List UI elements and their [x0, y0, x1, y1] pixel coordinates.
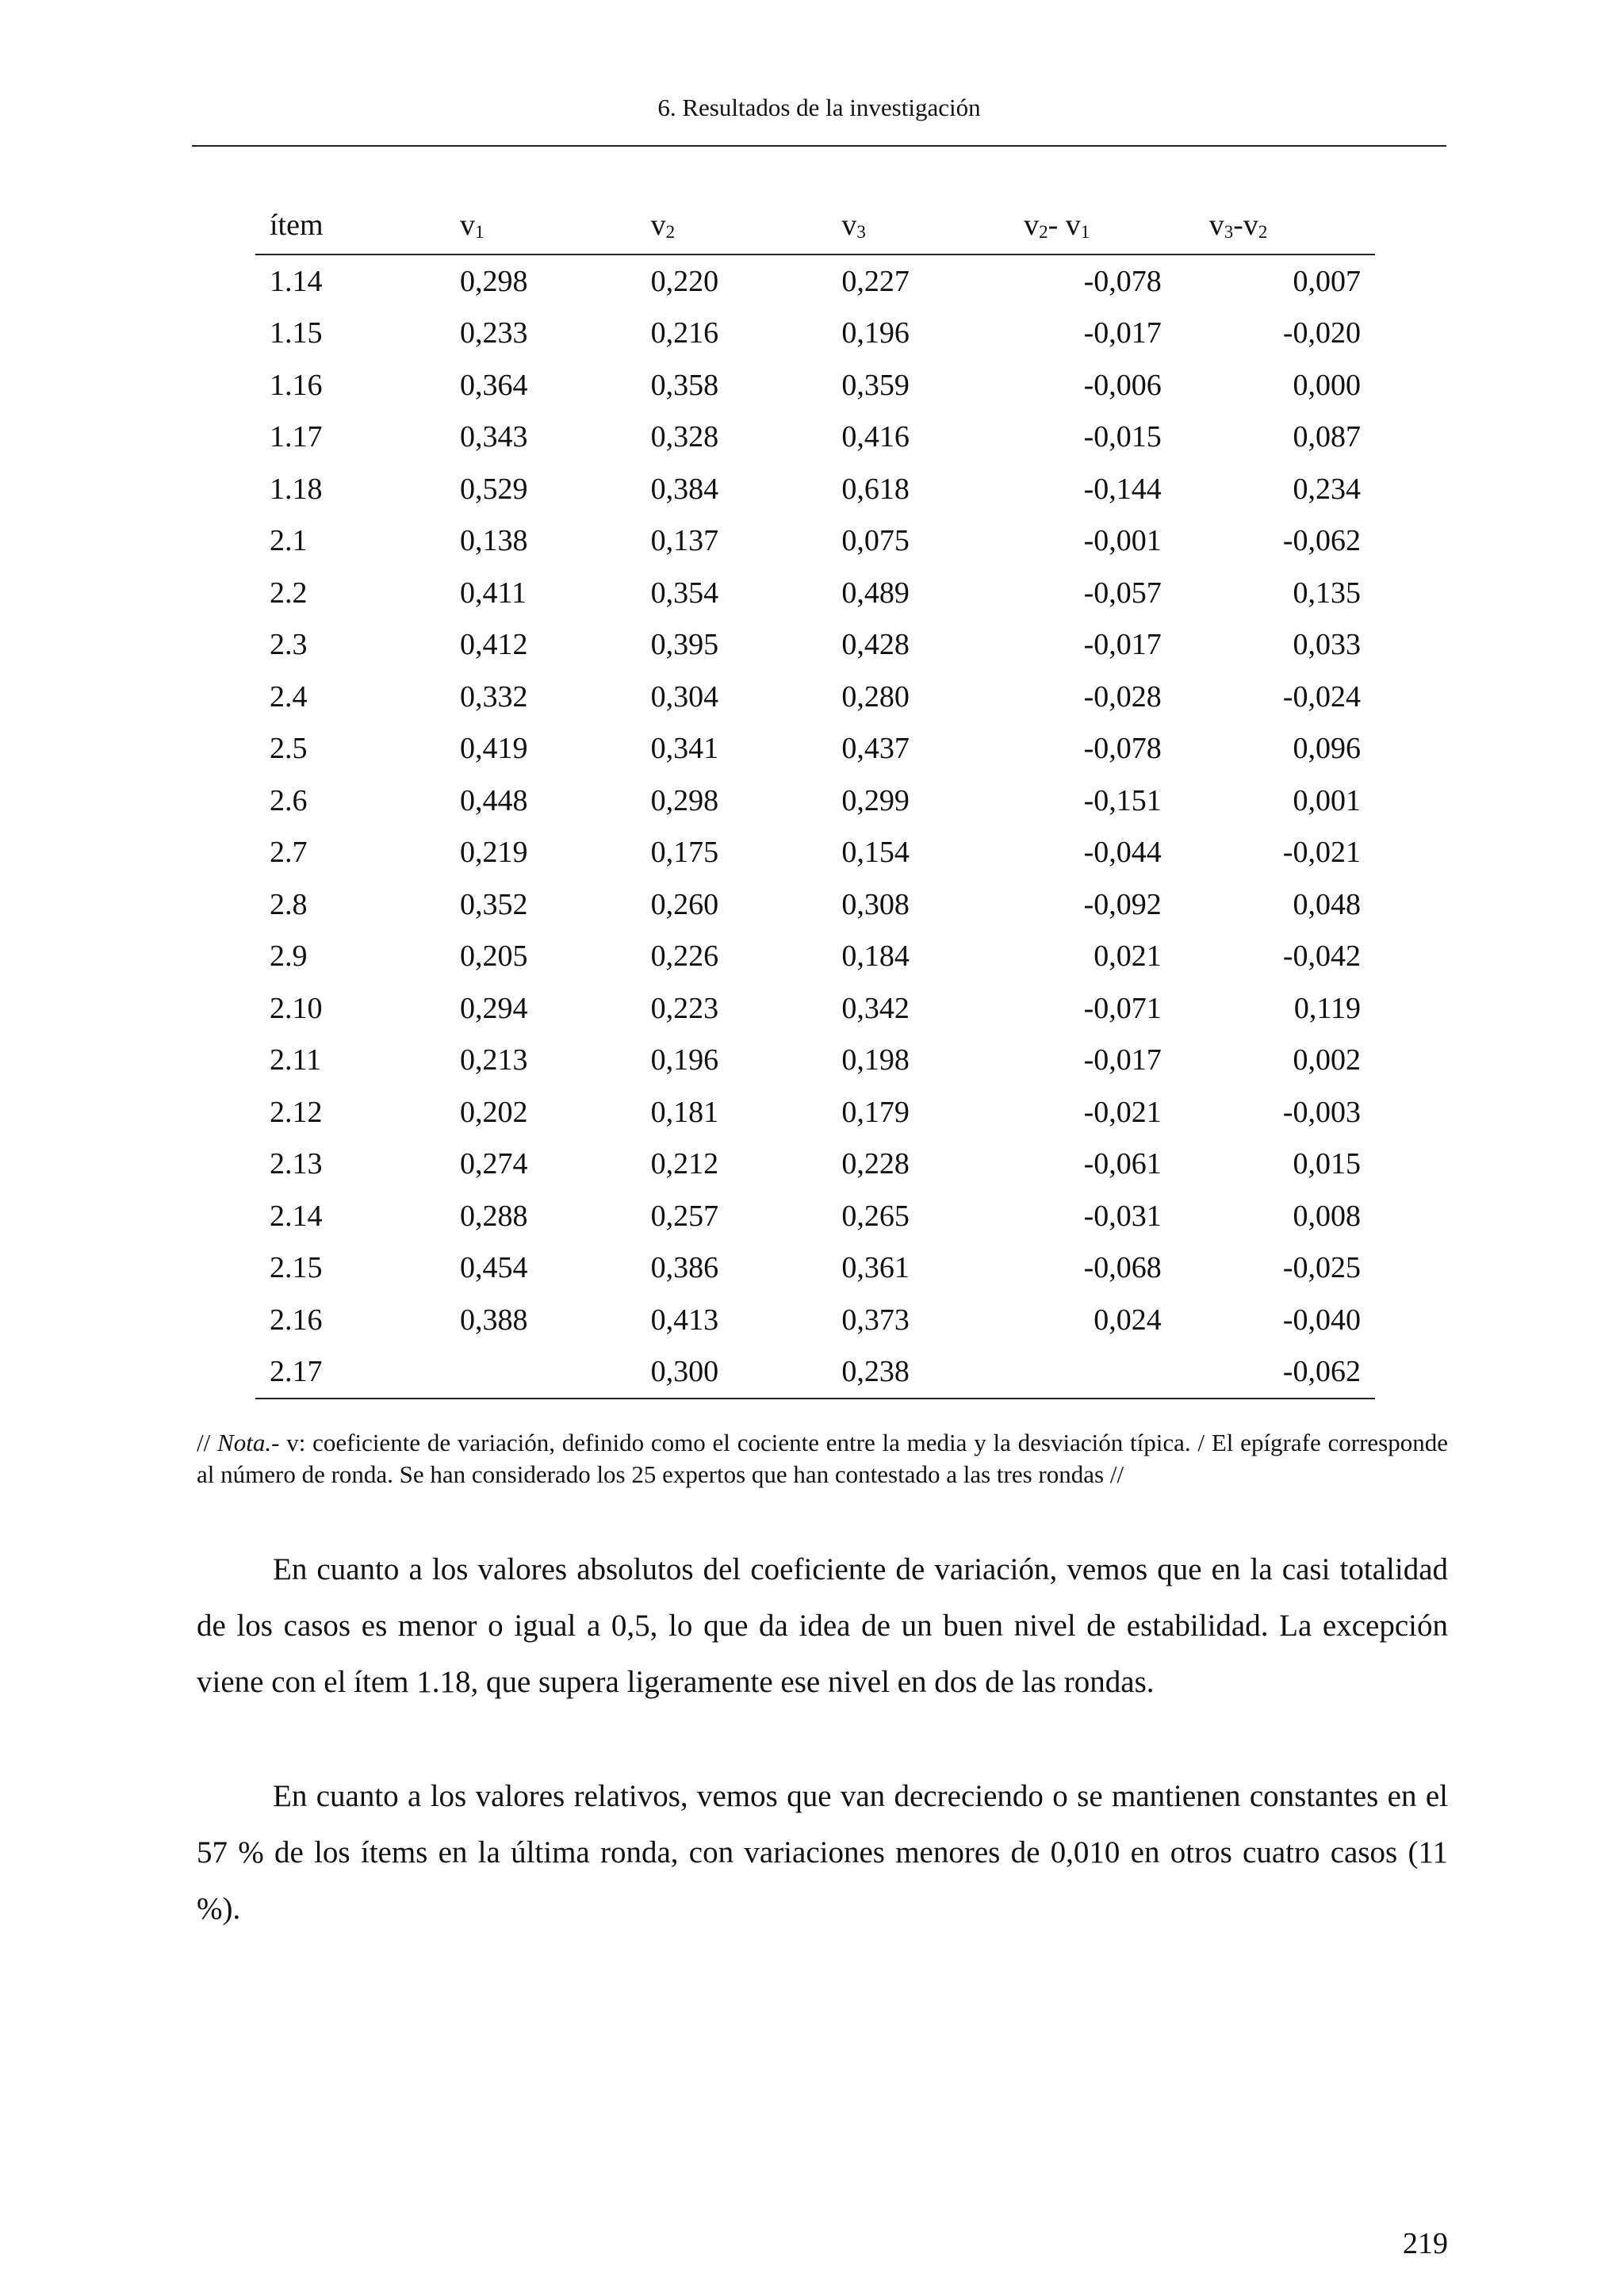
- v2-cell: 0,257: [650, 1199, 719, 1233]
- v1-cell: [444, 1346, 635, 1399]
- v3-minus-v2-cell: -0,042: [1282, 939, 1361, 974]
- v3-cell: 0,196: [841, 316, 910, 350]
- table-row: [255, 308, 1375, 360]
- v2-minus-v1-cell: -0,017: [1083, 316, 1162, 350]
- v3-minus-v2-cell: -0,062: [1282, 1355, 1361, 1389]
- table-row: [255, 359, 1375, 411]
- v3-minus-v2-cell: 0,000: [1293, 368, 1361, 402]
- item-cell: 1.18: [270, 472, 323, 506]
- item-cell: 2.4: [270, 679, 308, 714]
- table-row: [255, 254, 1375, 308]
- item-cell: 2.7: [270, 836, 308, 870]
- v3-cell: 0,359: [841, 368, 910, 402]
- v2-minus-v1-cell: -0,092: [1083, 887, 1162, 921]
- v3-minus-v2-cell: 0,087: [1293, 420, 1361, 454]
- v2-cell: 0,413: [650, 1303, 719, 1337]
- note-text: v: coeficiente de variación, definido como el cociente entre la media y la desviación típica. / El epígrafe corresponde al número de ronda. Se han considerado los 25 expertos que han contestado a las tres rondas //: [197, 1429, 1448, 1488]
- table-row: [255, 931, 1375, 983]
- item-cell: 2.3: [270, 628, 308, 662]
- v3-cell: 0,428: [841, 628, 910, 662]
- v1-cell: 0,352: [459, 887, 528, 921]
- v3-cell: 0,228: [841, 1147, 910, 1181]
- item-cell: 1.16: [270, 368, 323, 402]
- v2-cell: 0,358: [650, 368, 719, 402]
- table-row: [255, 775, 1375, 827]
- item-cell: 2.13: [270, 1147, 323, 1181]
- item-cell: 2.8: [270, 887, 308, 921]
- v2-cell: 0,300: [650, 1355, 719, 1389]
- v2-minus-v1-cell: 0,021: [1094, 939, 1162, 974]
- v3-minus-v2-cell: 0,001: [1293, 783, 1361, 817]
- v2-minus-v1-cell: -0,017: [1083, 628, 1162, 662]
- item-cell: 2.10: [270, 991, 323, 1025]
- v2-cell: 0,220: [650, 264, 719, 298]
- column-header-v2: $v_2$: [650, 209, 676, 242]
- v3-cell: 0,198: [841, 1043, 910, 1077]
- v1-cell: 0,233: [459, 316, 528, 350]
- v2-cell: 0,328: [650, 420, 719, 454]
- v3-minus-v2-cell: -0,021: [1282, 836, 1361, 870]
- v2-minus-v1-cell: -0,061: [1083, 1147, 1162, 1181]
- v3-cell: 0,265: [841, 1199, 910, 1233]
- v3-cell: 0,227: [841, 264, 910, 298]
- table-row: [255, 1086, 1375, 1138]
- item-cell: 2.5: [270, 732, 308, 766]
- v1-cell: 0,411: [459, 576, 527, 610]
- v3-cell: 0,618: [841, 472, 910, 506]
- table-row: [255, 827, 1375, 879]
- v1-cell: 0,412: [459, 628, 528, 662]
- v2-minus-v1-cell: -0,028: [1083, 679, 1162, 714]
- item-cell: 2.16: [270, 1303, 323, 1337]
- body-paragraph-1: En cuanto a los valores absolutos del coeficiente de variación, vemos que en la casi totalidad de los casos es menor o igual a 0,5, lo que da idea de un buen nivel de estabilidad. La excepción viene con el ítem 1.18, que supera ligeramente ese nivel en dos de las rondas.: [197, 1552, 1448, 1699]
- v2-minus-v1-cell: -0,015: [1083, 420, 1162, 454]
- v1-cell: 0,448: [459, 783, 528, 817]
- v2-minus-v1-cell: -0,144: [1083, 472, 1162, 506]
- v2-minus-v1-cell: 0,024: [1094, 1303, 1162, 1337]
- v2-minus-v1-cell: -0,044: [1083, 836, 1162, 870]
- v3-minus-v2-cell: 0,033: [1293, 628, 1361, 662]
- v2-cell: 0,223: [650, 991, 719, 1025]
- v2-cell: 0,395: [650, 628, 719, 662]
- v1-cell: 0,364: [459, 368, 528, 402]
- table-row: [255, 982, 1375, 1035]
- v2-minus-v1-cell: -0,078: [1083, 264, 1162, 298]
- column-header-v1: $v_1$: [459, 209, 485, 242]
- table-row: [255, 567, 1375, 619]
- v1-cell: 0,529: [459, 472, 528, 506]
- v1-cell: 0,298: [459, 264, 528, 298]
- column-header-v3: $v_3$: [841, 209, 866, 242]
- table-row: [255, 723, 1375, 775]
- v3-minus-v2-cell: -0,040: [1282, 1303, 1361, 1337]
- v2-cell: 0,212: [650, 1147, 719, 1181]
- v3-minus-v2-cell: 0,002: [1293, 1043, 1361, 1077]
- v1-cell: 0,388: [459, 1303, 528, 1337]
- table-body: [255, 254, 1375, 1399]
- v3-minus-v2-cell: 0,096: [1293, 732, 1361, 766]
- table-row: [255, 515, 1375, 568]
- v1-cell: 0,294: [459, 991, 528, 1025]
- v2-cell: 0,226: [650, 939, 719, 974]
- v3-cell: 0,489: [841, 576, 910, 610]
- v3-minus-v2-cell: -0,025: [1282, 1251, 1361, 1285]
- table-note: // Nota.- v: coeficiente de variación, definido como el cociente entre la media y la desviación típica. / El epígrafe corresponde al número de ronda. Se han considerado los 25 expertos que han contestado a las tres rondas //: [197, 1429, 1448, 1488]
- v2-minus-v1-cell: -0,071: [1083, 991, 1162, 1025]
- page-number: 219: [1403, 2227, 1448, 2260]
- v3-minus-v2-cell: 0,048: [1293, 887, 1361, 921]
- v2-minus-v1-cell: -0,078: [1083, 732, 1162, 766]
- v2-cell: 0,304: [650, 679, 719, 714]
- v1-cell: 0,288: [459, 1199, 528, 1233]
- column-header-v3-minus-v2: $v_3-v_2$: [1208, 209, 1268, 242]
- body-paragraph-2: En cuanto a los valores relativos, vemos que van decreciendo o se mantienen constantes en el 57 % de los ítems en la última ronda, con variaciones menores de 0,010 en otros cuatro casos (11 %).: [197, 1779, 1448, 1926]
- v3-minus-v2-cell: 0,234: [1293, 472, 1361, 506]
- v2-cell: 0,386: [650, 1251, 719, 1285]
- item-cell: 1.15: [270, 316, 323, 350]
- item-cell: 2.6: [270, 783, 308, 817]
- header-rule: [192, 145, 1446, 147]
- v3-minus-v2-cell: 0,008: [1293, 1199, 1361, 1233]
- v1-cell: 0,332: [459, 679, 528, 714]
- v3-minus-v2-cell: -0,020: [1282, 316, 1361, 350]
- table-row: [255, 1294, 1375, 1346]
- v2-minus-v1-cell: -0,151: [1083, 783, 1162, 817]
- item-cell: 2.17: [270, 1355, 323, 1389]
- item-cell: 1.17: [270, 420, 323, 454]
- v3-cell: 0,179: [841, 1095, 910, 1129]
- column-header-item: ítem: [270, 209, 324, 242]
- v2-cell: 0,196: [650, 1043, 719, 1077]
- v3-cell: 0,154: [841, 836, 910, 870]
- v3-cell: 0,308: [841, 887, 910, 921]
- v3-minus-v2-cell: 0,135: [1293, 576, 1361, 610]
- v1-cell: 0,213: [459, 1043, 528, 1077]
- v2-cell: 0,175: [650, 836, 719, 870]
- v2-cell: 0,181: [650, 1095, 719, 1129]
- table-header-row: [255, 197, 1375, 254]
- v3-minus-v2-cell: -0,003: [1282, 1095, 1361, 1129]
- item-cell: 2.2: [270, 576, 308, 610]
- v3-cell: 0,373: [841, 1303, 910, 1337]
- running-header: 6. Resultados de la investigación: [657, 94, 981, 121]
- v2-minus-v1-cell: -0,017: [1083, 1043, 1162, 1077]
- v3-minus-v2-cell: 0,015: [1293, 1147, 1361, 1181]
- v3-cell: 0,342: [841, 991, 910, 1025]
- column-header-v2-minus-v1: $v_2-$ $v_1$: [1024, 209, 1090, 242]
- item-cell: 1.14: [270, 264, 323, 298]
- table-row: [255, 411, 1375, 464]
- v3-cell: 0,075: [841, 524, 910, 558]
- v3-cell: 0,280: [841, 679, 910, 714]
- item-cell: 2.15: [270, 1251, 323, 1285]
- table-row: [255, 1346, 1375, 1399]
- item-cell: 2.12: [270, 1095, 323, 1129]
- table-row: [255, 1190, 1375, 1242]
- v3-minus-v2-cell: -0,062: [1282, 524, 1361, 558]
- v3-minus-v2-cell: 0,119: [1293, 991, 1361, 1025]
- v2-cell: 0,354: [650, 576, 719, 610]
- v1-cell: 0,454: [459, 1251, 528, 1285]
- v2-cell: 0,216: [650, 316, 719, 350]
- v1-cell: 0,138: [459, 524, 528, 558]
- table-row: [255, 619, 1375, 672]
- v2-minus-v1-cell: -0,006: [1083, 368, 1162, 402]
- item-cell: 2.1: [270, 524, 308, 558]
- v3-cell: 0,184: [841, 939, 910, 974]
- v1-cell: 0,219: [459, 836, 528, 870]
- table-row: [255, 878, 1375, 931]
- v2-cell: 0,384: [650, 472, 719, 506]
- v3-cell: 0,361: [841, 1251, 910, 1285]
- v2-cell: 0,137: [650, 524, 719, 558]
- v1-cell: 0,343: [459, 420, 528, 454]
- table-row: [255, 1138, 1375, 1191]
- v3-cell: 0,437: [841, 732, 910, 766]
- v2-minus-v1-cell: [1008, 1346, 1162, 1399]
- v2-minus-v1-cell: -0,031: [1083, 1199, 1162, 1233]
- table-row: [255, 463, 1375, 515]
- coefficient-of-variation-table: [255, 197, 1375, 1399]
- item-cell: 2.9: [270, 939, 308, 974]
- v2-cell: 0,260: [650, 887, 719, 921]
- v3-cell: 0,416: [841, 420, 910, 454]
- v1-cell: 0,202: [459, 1095, 528, 1129]
- table-row: [255, 1035, 1375, 1087]
- v3-cell: 0,299: [841, 783, 910, 817]
- v2-minus-v1-cell: -0,021: [1083, 1095, 1162, 1129]
- table-row: [255, 1242, 1375, 1295]
- v2-cell: 0,298: [650, 783, 719, 817]
- v2-minus-v1-cell: -0,057: [1083, 576, 1162, 610]
- v3-minus-v2-cell: 0,007: [1293, 264, 1361, 298]
- table-row: [255, 671, 1375, 723]
- v2-minus-v1-cell: -0,001: [1083, 524, 1162, 558]
- item-cell: 2.14: [270, 1199, 323, 1233]
- note-label: Nota.-: [217, 1429, 280, 1456]
- v1-cell: 0,419: [459, 732, 528, 766]
- v2-cell: 0,341: [650, 732, 719, 766]
- item-cell: 2.11: [270, 1043, 322, 1077]
- v1-cell: 0,205: [459, 939, 528, 974]
- v1-cell: 0,274: [459, 1147, 528, 1181]
- v2-minus-v1-cell: -0,068: [1083, 1251, 1162, 1285]
- v3-cell: 0,238: [841, 1355, 910, 1389]
- v3-minus-v2-cell: -0,024: [1282, 679, 1361, 714]
